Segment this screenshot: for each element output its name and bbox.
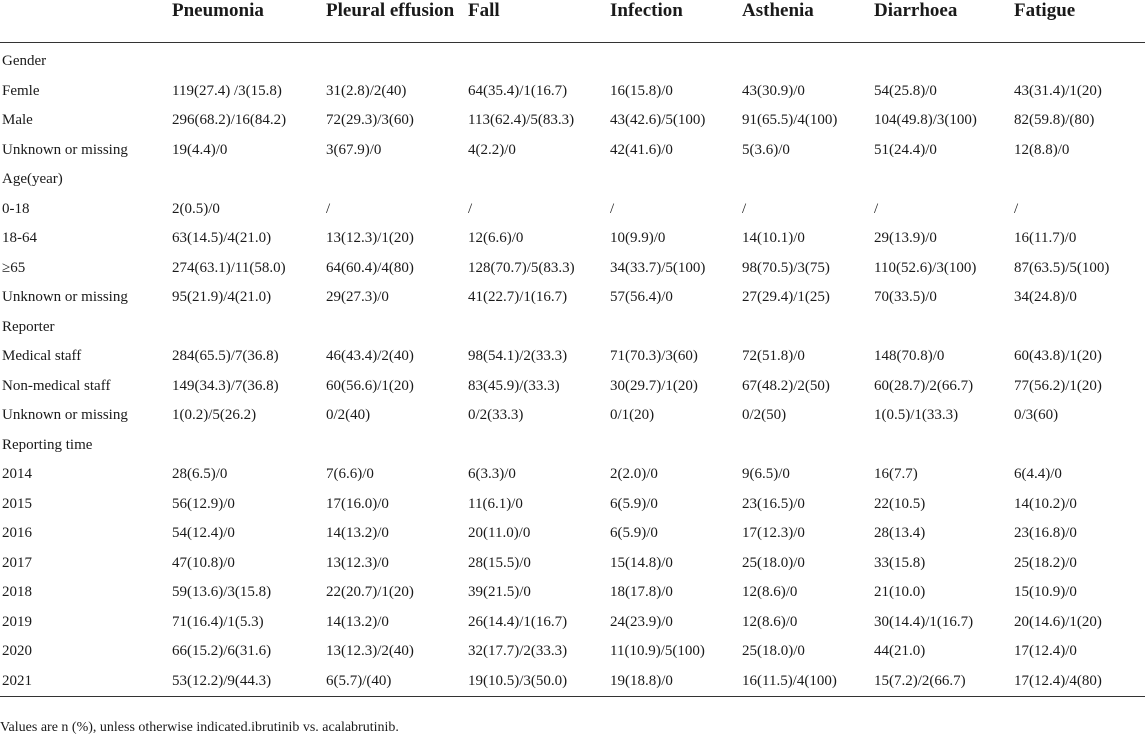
table-cell: 12(6.6)/0 — [468, 230, 524, 247]
table-cell: 28(6.5)/0 — [172, 466, 228, 483]
table-cell: 83(45.9)/(33.3) — [468, 377, 560, 394]
row-label: Femle — [2, 82, 40, 99]
table-cell — [740, 43, 872, 77]
row-label: Reporter — [2, 318, 55, 335]
table-row — [0, 608, 1145, 638]
table-cell: 0/2(40) — [326, 407, 371, 424]
table-cell: 0/2(50) — [742, 407, 787, 424]
table-cell: 21(10.0) — [874, 584, 926, 601]
table-cell: 72(29.3)/3(60) — [326, 112, 414, 129]
row-label: Unknown or missing — [2, 289, 128, 306]
table-cell: 82(59.8)/(80) — [1014, 112, 1095, 129]
table-cell: 25(18.2)/0 — [1014, 554, 1077, 571]
table-cell: 25(18.0)/0 — [742, 554, 805, 571]
table-row — [0, 224, 1145, 254]
table-row — [0, 490, 1145, 520]
table-cell: 2(2.0)/0 — [610, 466, 658, 483]
table-cell: 19(18.8)/0 — [608, 667, 740, 697]
table-cell: 43(42.6)/5(100) — [610, 112, 706, 129]
table-cell — [608, 313, 740, 343]
table-cell: 29(27.3)/0 — [326, 289, 389, 306]
table-cell: 34(33.7)/5(100) — [610, 259, 706, 276]
table-cell: 20(11.0)/0 — [468, 525, 531, 542]
table-cell — [324, 313, 466, 343]
table-cell: 39(21.5)/0 — [468, 584, 531, 601]
table-cell: 296(68.2)/16(84.2) — [172, 112, 287, 129]
table-cell: 13(12.3)/1(20) — [326, 230, 414, 247]
table-cell: 18(17.8)/0 — [610, 584, 673, 601]
table-row — [0, 372, 1145, 402]
table-cell — [466, 43, 608, 77]
column-header: Pleural effusion — [324, 0, 466, 43]
row-label: 2015 — [2, 495, 32, 512]
table-row — [0, 401, 1145, 431]
table-cell: 34(24.8)/0 — [1014, 289, 1077, 306]
table-cell: 56(12.9)/0 — [172, 495, 235, 512]
table-cell: 20(14.6)/1(20) — [1014, 613, 1102, 630]
table-cell — [466, 313, 608, 343]
header-row — [0, 0, 1145, 43]
table-cell: 5(3.6)/0 — [742, 141, 790, 158]
table-cell — [1012, 431, 1145, 461]
table-cell: 44(21.0) — [874, 643, 926, 660]
table-cell: / — [610, 200, 615, 217]
table-cell: 19(4.4)/0 — [172, 141, 228, 158]
table-row — [0, 106, 1145, 136]
table-cell: 15(7.2)/2(66.7) — [872, 667, 1012, 697]
table-row — [0, 77, 1145, 107]
table-cell — [740, 431, 872, 461]
table-cell: 47(10.8)/0 — [172, 554, 235, 571]
table-cell: 22(20.7)/1(20) — [326, 584, 414, 601]
table-cell: 14(13.2)/0 — [326, 613, 389, 630]
table-cell: 54(25.8)/0 — [874, 82, 937, 99]
table-cell: 6(5.9)/0 — [610, 525, 658, 542]
table-cell: 46(43.4)/2(40) — [326, 348, 414, 365]
row-label: Non-medical staff — [2, 377, 111, 394]
table-cell: 60(28.7)/2(66.7) — [874, 377, 974, 394]
table-cell: / — [1014, 200, 1019, 217]
table-cell: 148(70.8)/0 — [874, 348, 945, 365]
table-cell — [170, 313, 324, 343]
table-cell — [872, 313, 1012, 343]
table-cell: 63(14.5)/4(21.0) — [172, 230, 272, 247]
table-row — [0, 342, 1145, 372]
table-cell: 51(24.4)/0 — [874, 141, 937, 158]
row-label: 2017 — [2, 554, 32, 571]
table-cell: 11(6.1)/0 — [468, 495, 523, 512]
table-row — [0, 637, 1145, 667]
row-label: 0-18 — [2, 200, 30, 217]
table-cell — [608, 431, 740, 461]
row-label: 2018 — [2, 584, 32, 601]
table-cell: 9(6.5)/0 — [742, 466, 790, 483]
row-label: 2021 — [0, 667, 170, 697]
table-body — [0, 43, 1145, 697]
table-cell: 53(12.2)/9(44.3) — [170, 667, 324, 697]
table-row — [0, 578, 1145, 608]
row-label: ≥65 — [2, 259, 26, 276]
table-cell: 43(31.4)/1(20) — [1014, 82, 1102, 99]
table-cell: 14(10.1)/0 — [742, 230, 805, 247]
table-cell — [740, 313, 872, 343]
table-cell — [608, 165, 740, 195]
table-cell: 25(18.0)/0 — [742, 643, 805, 660]
table-row — [0, 136, 1145, 166]
table-cell: 71(16.4)/1(5.3) — [172, 613, 264, 630]
column-header: Diarrhoea — [872, 0, 1012, 43]
column-header: Pneumonia — [170, 0, 324, 43]
table-row — [0, 431, 1145, 461]
table-cell: 28(13.4) — [874, 525, 926, 542]
table-cell: 59(13.6)/3(15.8) — [172, 584, 272, 601]
table-cell: 67(48.2)/2(50) — [742, 377, 830, 394]
row-label: Unknown or missing — [2, 141, 128, 158]
table-cell: 23(16.5)/0 — [742, 495, 805, 512]
row-label: 2016 — [2, 525, 32, 542]
table-row — [0, 43, 1145, 77]
table-row — [0, 460, 1145, 490]
table-cell: 6(4.4)/0 — [1014, 466, 1062, 483]
table-cell: 0/1(20) — [610, 407, 655, 424]
table-cell: 87(63.5)/5(100) — [1014, 259, 1110, 276]
row-label: Age(year) — [2, 171, 63, 188]
table-row — [0, 165, 1145, 195]
table-header — [0, 0, 1145, 43]
table-cell: 14(10.2)/0 — [1014, 495, 1077, 512]
table-cell: 3(67.9)/0 — [326, 141, 382, 158]
table-cell: 17(12.4)/0 — [1014, 643, 1077, 660]
column-header: Infection — [608, 0, 740, 43]
table-cell: 16(11.5)/4(100) — [740, 667, 872, 697]
table-cell — [872, 43, 1012, 77]
row-label: 2020 — [2, 643, 32, 660]
row-label: Unknown or missing — [2, 407, 128, 424]
table-cell: 13(12.3)/0 — [326, 554, 389, 571]
table-cell: 15(10.9)/0 — [1014, 584, 1077, 601]
table-cell: 57(56.4)/0 — [610, 289, 673, 306]
table-cell: 7(6.6)/0 — [326, 466, 374, 483]
table-cell — [324, 43, 466, 77]
table-cell — [170, 431, 324, 461]
table-cell — [466, 431, 608, 461]
table-cell: 66(15.2)/6(31.6) — [172, 643, 272, 660]
table-cell: 64(35.4)/1(16.7) — [468, 82, 568, 99]
table-cell: 70(33.5)/0 — [874, 289, 937, 306]
table-cell: 17(12.3)/0 — [742, 525, 805, 542]
table-cell: 16(11.7)/0 — [1014, 230, 1077, 247]
table-cell: 60(56.6)/1(20) — [326, 377, 414, 394]
table-cell: 119(27.4) /3(15.8) — [172, 82, 282, 99]
table-cell: 12(8.6)/0 — [742, 584, 798, 601]
table-cell — [324, 431, 466, 461]
table-cell: 1(0.5)/1(33.3) — [874, 407, 959, 424]
table-cell: 42(41.6)/0 — [610, 141, 673, 158]
table-cell: 33(15.8) — [874, 554, 926, 571]
table-cell: 43(30.9)/0 — [742, 82, 805, 99]
table-cell: 72(51.8)/0 — [742, 348, 805, 365]
table-row — [0, 283, 1145, 313]
table-cell — [872, 431, 1012, 461]
table-cell: 149(34.3)/7(36.8) — [172, 377, 279, 394]
table-cell: 41(22.7)/1(16.7) — [468, 289, 568, 306]
table-cell: 16(15.8)/0 — [610, 82, 673, 99]
table-cell: 6(3.3)/0 — [468, 466, 516, 483]
table-cell: 30(14.4)/1(16.7) — [874, 613, 974, 630]
table-cell: 60(43.8)/1(20) — [1014, 348, 1102, 365]
table-cell: 1(0.2)/5(26.2) — [172, 407, 257, 424]
column-header: Fatigue — [1012, 0, 1145, 43]
row-label: Reporting time — [2, 436, 93, 453]
table-cell: 22(10.5) — [874, 495, 926, 512]
table-cell — [1012, 313, 1145, 343]
table-cell: 15(14.8)/0 — [610, 554, 673, 571]
row-label: Medical staff — [2, 348, 82, 365]
table-row — [0, 313, 1145, 343]
table-cell: 23(16.8)/0 — [1014, 525, 1077, 542]
table-cell: 11(10.9)/5(100) — [610, 643, 705, 660]
column-header: Fall — [466, 0, 608, 43]
table-footnote: Values are n (%), unless otherwise indicated.ibrutinib vs. acalabrutinib. — [0, 720, 399, 735]
table-cell: 64(60.4)/4(80) — [326, 259, 414, 276]
table-cell: 19(10.5)/3(50.0) — [466, 667, 608, 697]
table-cell: 27(29.4)/1(25) — [742, 289, 830, 306]
table-cell: 12(8.6)/0 — [742, 613, 798, 630]
table-cell: 110(52.6)/3(100) — [874, 259, 977, 276]
table-cell: 28(15.5)/0 — [468, 554, 531, 571]
table-cell: 128(70.7)/5(83.3) — [468, 259, 575, 276]
table-cell: 104(49.8)/3(100) — [874, 112, 977, 129]
row-label: Male — [2, 112, 33, 129]
table-cell: 4(2.2)/0 — [468, 141, 516, 158]
table-cell: 12(8.8)/0 — [1014, 141, 1070, 158]
table-cell: 26(14.4)/1(16.7) — [468, 613, 568, 630]
table-cell: 17(16.0)/0 — [326, 495, 389, 512]
table-cell: 284(65.5)/7(36.8) — [172, 348, 279, 365]
table-cell: / — [468, 200, 473, 217]
table-cell: 2(0.5)/0 — [172, 200, 220, 217]
table-cell: 16(7.7) — [874, 466, 918, 483]
table-cell: 14(13.2)/0 — [326, 525, 389, 542]
table-cell — [740, 165, 872, 195]
table-cell: 32(17.7)/2(33.3) — [468, 643, 568, 660]
table-row — [0, 549, 1145, 579]
table-cell — [324, 165, 466, 195]
table-cell: 10(9.9)/0 — [610, 230, 666, 247]
table-cell: 13(12.3)/2(40) — [326, 643, 414, 660]
table-cell: 54(12.4)/0 — [172, 525, 235, 542]
table-cell: 6(5.9)/0 — [610, 495, 658, 512]
table-cell: 95(21.9)/4(21.0) — [172, 289, 272, 306]
table-cell — [1012, 165, 1145, 195]
table-cell: 17(12.4)/4(80) — [1012, 667, 1145, 697]
table-row — [0, 254, 1145, 284]
table-cell: 29(13.9)/0 — [874, 230, 937, 247]
table-cell: 6(5.7)/(40) — [324, 667, 466, 697]
table-cell: 24(23.9)/0 — [610, 613, 673, 630]
table-cell — [170, 43, 324, 77]
table-cell: 98(70.5)/3(75) — [742, 259, 830, 276]
table-cell: / — [874, 200, 879, 217]
table-row — [0, 519, 1145, 549]
table-cell — [170, 165, 324, 195]
table-cell: 31(2.8)/2(40) — [326, 82, 407, 99]
column-header — [0, 0, 170, 43]
row-label: 2014 — [2, 466, 32, 483]
row-label: Gender — [2, 53, 47, 70]
table-cell: / — [326, 200, 331, 217]
table-cell: 98(54.1)/2(33.3) — [468, 348, 568, 365]
table-cell — [608, 43, 740, 77]
table-cell: 274(63.1)/11(58.0) — [172, 259, 286, 276]
table-cell: 0/2(33.3) — [468, 407, 524, 424]
table-cell: 71(70.3)/3(60) — [610, 348, 698, 365]
table-cell — [466, 165, 608, 195]
row-label: 18-64 — [2, 230, 37, 247]
table-cell — [1012, 43, 1145, 77]
table-row — [0, 667, 1145, 697]
table-cell — [872, 165, 1012, 195]
table-cell: 113(62.4)/5(83.3) — [468, 112, 575, 129]
column-header: Asthenia — [740, 0, 872, 43]
table-cell: 0/3(60) — [1014, 407, 1059, 424]
row-label: 2019 — [2, 613, 32, 630]
table-cell: 77(56.2)/1(20) — [1014, 377, 1102, 394]
table-row — [0, 195, 1145, 225]
table-cell: 91(65.5)/4(100) — [742, 112, 838, 129]
table-cell: 30(29.7)/1(20) — [610, 377, 698, 394]
table-cell: / — [742, 200, 747, 217]
